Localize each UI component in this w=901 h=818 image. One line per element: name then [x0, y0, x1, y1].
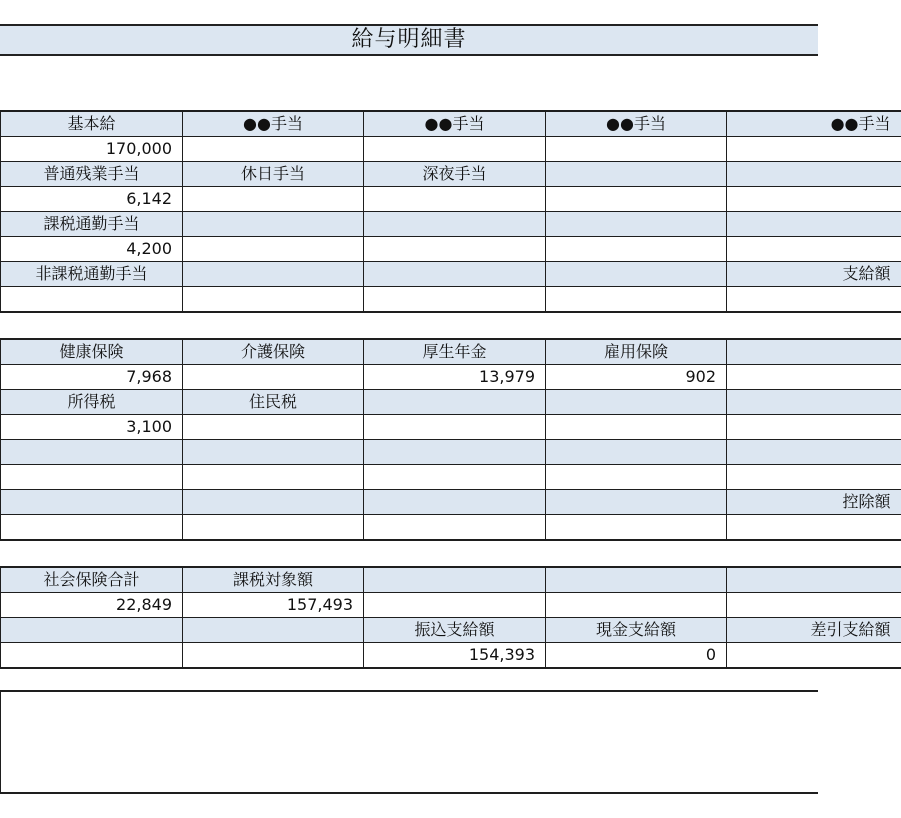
label-cell	[546, 440, 727, 465]
value-cell: 170,000	[1, 137, 183, 162]
value-row	[1, 365, 901, 390]
label-cell	[183, 212, 364, 237]
label-cell: 所得税	[1, 390, 183, 415]
label-cell	[546, 162, 727, 187]
value-row	[1, 465, 901, 490]
label-cell	[364, 490, 546, 515]
page-title: 給与明細書	[351, 27, 467, 52]
value-cell	[1, 515, 183, 540]
label-row	[1, 440, 901, 465]
label-cell	[183, 440, 364, 465]
label-cell: 差引支給額	[727, 618, 901, 643]
title-bar	[0, 24, 818, 56]
label-cell	[727, 567, 901, 593]
value-cell	[183, 465, 364, 490]
value-row	[1, 287, 901, 312]
value-row	[1, 593, 901, 618]
summary-table	[0, 566, 901, 669]
label-cell	[727, 440, 901, 465]
value-cell: 157,493	[183, 593, 364, 618]
label-row	[1, 618, 901, 643]
notes-box[interactable]	[0, 690, 818, 794]
label-row	[1, 162, 901, 187]
value-row	[1, 515, 901, 540]
value-cell: 902	[546, 365, 727, 390]
value-cell	[364, 287, 546, 312]
value-cell: 154,393	[364, 643, 546, 669]
value-cell: 4,200	[1, 237, 183, 262]
deductions-table	[0, 338, 901, 541]
value-cell	[546, 137, 727, 162]
value-cell: 3,100	[1, 415, 183, 440]
value-cell	[546, 515, 727, 540]
earnings-table	[0, 110, 901, 313]
label-cell: 課税通勤手当	[1, 212, 183, 237]
label-row	[1, 390, 901, 415]
value-cell: 7,968	[1, 365, 183, 390]
value-cell	[183, 515, 364, 540]
value-row	[1, 237, 901, 262]
label-cell: ●●手当	[546, 111, 727, 137]
value-cell	[1, 643, 183, 669]
value-cell	[727, 287, 901, 312]
earnings-body	[1, 111, 901, 312]
value-row	[1, 137, 901, 162]
label-cell: 振込支給額	[364, 618, 546, 643]
label-cell	[364, 567, 546, 593]
value-cell	[546, 287, 727, 312]
label-cell	[546, 490, 727, 515]
label-cell	[364, 212, 546, 237]
value-cell	[183, 415, 364, 440]
summary-body	[1, 567, 901, 668]
value-cell	[183, 137, 364, 162]
value-cell	[364, 593, 546, 618]
label-row	[1, 212, 901, 237]
label-cell: 課税対象額	[183, 567, 364, 593]
label-row	[1, 490, 901, 515]
label-cell: 社会保険合計	[1, 567, 183, 593]
label-cell	[364, 262, 546, 287]
label-row	[1, 262, 901, 287]
value-cell: 0	[546, 643, 727, 669]
label-cell: 住民税	[183, 390, 364, 415]
value-cell: 13,979	[364, 365, 546, 390]
label-row	[1, 339, 901, 365]
label-cell	[546, 567, 727, 593]
label-row	[1, 111, 901, 137]
value-cell	[546, 237, 727, 262]
deductions-body	[1, 339, 901, 540]
label-cell	[183, 490, 364, 515]
value-cell	[727, 515, 901, 540]
label-cell: 厚生年金	[364, 339, 546, 365]
value-cell	[364, 415, 546, 440]
label-cell	[1, 490, 183, 515]
value-cell	[727, 365, 901, 390]
label-cell	[546, 390, 727, 415]
label-cell	[1, 440, 183, 465]
value-cell	[183, 187, 364, 212]
label-cell	[1, 618, 183, 643]
value-cell	[546, 187, 727, 212]
label-cell: 雇用保険	[546, 339, 727, 365]
label-cell: 健康保険	[1, 339, 183, 365]
label-row	[1, 567, 901, 593]
value-cell	[546, 465, 727, 490]
label-cell: 控除額	[727, 490, 901, 515]
value-cell	[364, 515, 546, 540]
value-cell	[546, 415, 727, 440]
label-cell	[727, 390, 901, 415]
label-cell	[364, 440, 546, 465]
value-row	[1, 643, 901, 669]
value-row	[1, 187, 901, 212]
label-cell: 普通残業手当	[1, 162, 183, 187]
label-cell	[546, 262, 727, 287]
value-cell	[183, 365, 364, 390]
label-cell: 休日手当	[183, 162, 364, 187]
value-cell	[183, 643, 364, 669]
value-cell	[183, 237, 364, 262]
value-cell	[1, 287, 183, 312]
value-cell	[727, 643, 901, 669]
label-cell	[727, 162, 901, 187]
label-cell: 現金支給額	[546, 618, 727, 643]
label-cell: ●●手当	[183, 111, 364, 137]
label-cell: 介護保険	[183, 339, 364, 365]
label-cell: 深夜手当	[364, 162, 546, 187]
value-cell	[727, 237, 901, 262]
value-cell: 22,849	[1, 593, 183, 618]
value-cell	[364, 187, 546, 212]
value-row	[1, 415, 901, 440]
label-cell: 基本給	[1, 111, 183, 137]
label-cell: ●●手当	[727, 111, 901, 137]
value-cell	[727, 415, 901, 440]
label-cell	[183, 618, 364, 643]
value-cell	[183, 287, 364, 312]
label-cell	[183, 262, 364, 287]
value-cell	[1, 465, 183, 490]
label-cell	[364, 390, 546, 415]
label-cell: 支給額	[727, 262, 901, 287]
label-cell: 非課税通勤手当	[1, 262, 183, 287]
value-cell	[364, 237, 546, 262]
label-cell	[546, 212, 727, 237]
value-cell	[364, 137, 546, 162]
value-cell	[727, 187, 901, 212]
value-cell	[727, 465, 901, 490]
value-cell: 6,142	[1, 187, 183, 212]
value-cell	[364, 465, 546, 490]
label-cell: ●●手当	[364, 111, 546, 137]
label-cell	[727, 212, 901, 237]
value-cell	[727, 593, 901, 618]
value-cell	[727, 137, 901, 162]
value-cell	[546, 593, 727, 618]
label-cell	[727, 339, 901, 365]
